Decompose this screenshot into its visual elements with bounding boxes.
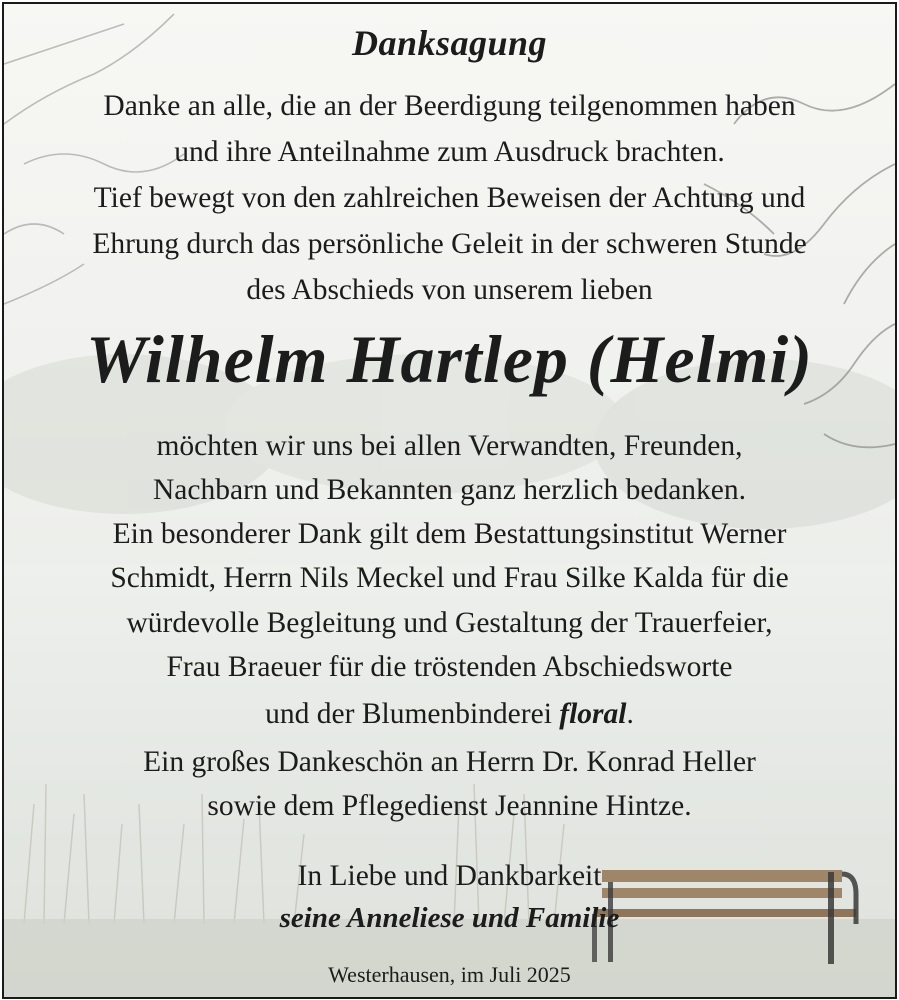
- deceased-name: Wilhelm Hartlep (Helmi): [86, 321, 813, 397]
- florist-line-suffix: .: [626, 698, 634, 730]
- closing-line-2: sowie dem Pflegedienst Jeannine Hintze.: [207, 790, 692, 822]
- florist-line: [4, 692, 895, 736]
- body-line-6: Frau Braeuer für die tröstenden Abschiedsworte: [166, 651, 733, 683]
- body-line-2: Nachbarn und Bekannten ganz herzlich bedanken.: [152, 474, 747, 506]
- intro-line-3: Tief bewegt von den zahlreichen Beweisen der Achtung und: [93, 182, 806, 214]
- closing-line-1: Ein großes Dankeschön an Herrn Dr. Konrad Heller: [143, 746, 756, 778]
- intro-line-5: des Abschieds von unserem lieben: [246, 274, 653, 306]
- farewell-text: In Liebe und Dankbarkeit: [297, 860, 602, 892]
- intro-line-4: Ehrung durch das persönliche Geleit in der schweren Stunde: [92, 228, 807, 260]
- body-line-4: Schmidt, Herrn Nils Meckel und Frau Silke Kalda für die: [110, 562, 789, 594]
- florist-line-prefix: und der Blumenbinderei: [265, 698, 560, 730]
- signature: seine Anneliese und Familie: [279, 902, 620, 934]
- intro-line-1: Danke an alle, die an der Beerdigung teilgenommen haben: [103, 90, 796, 122]
- florist-name: floral: [559, 698, 627, 730]
- intro-line-2: und ihre Anteilnahme zum Ausdruck brachten.: [174, 136, 725, 168]
- notice-title: Danksagung: [351, 23, 548, 63]
- place-and-date: Westerhausen, im Juli 2025: [328, 962, 571, 987]
- obituary-notice: [2, 2, 897, 999]
- body-line-5: würdevolle Begleitung und Gestaltung der Trauerfeier,: [126, 607, 773, 639]
- body-line-3: Ein besonderer Dank gilt dem Bestattungsinstitut Werner: [112, 518, 787, 550]
- body-line-1: möchten wir uns bei allen Verwandten, Freunden,: [156, 430, 743, 462]
